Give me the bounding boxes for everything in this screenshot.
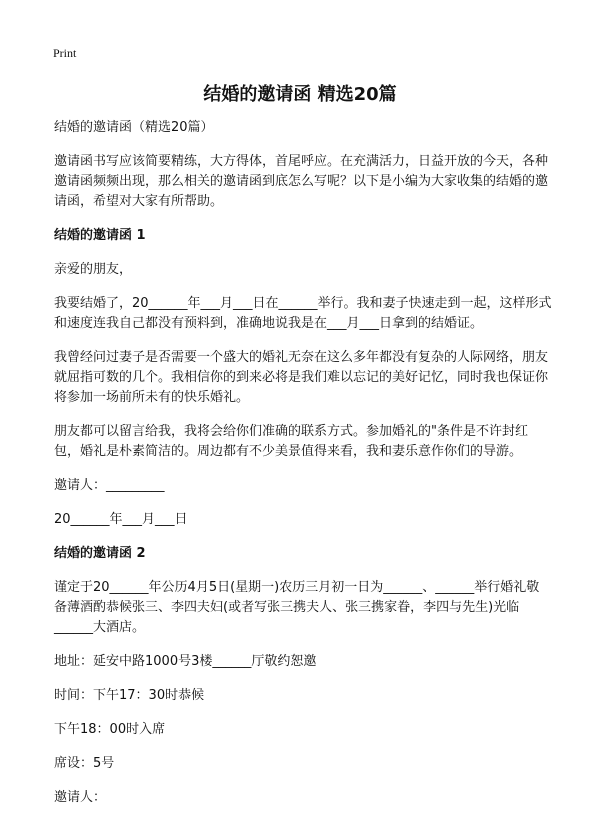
section-1-heading: 结婚的邀请函 1 [54,228,146,243]
intro-paragraph: 邀请函书写应该简要精练，大方得体，首尾呼应。在充满活力，日益开放的今天，各种邀请函频频出现，那么相关的邀请函到底怎么写呢？以下是小编为大家收集的结婚的邀请函，希望对大家有所帮助。 [54,154,549,209]
section-2-address: 地址：延安中路1000号3楼______厅敬约恕邀 [54,654,317,669]
document-subtitle: 结婚的邀请函（精选20篇） [54,120,214,135]
section-2-paragraph-1: 谨定于20______年公历4月5日(星期一)农历三月初一日为______、______举行婚礼敬备薄酒酌恭候张三、李四夫妇(或者写张三携夫人、张三携家眷，李四与先生)光临______大酒店。 [54,580,540,635]
section-1-paragraph-2: 我曾经问过妻子是否需要一个盛大的婚礼无奈在这么多年都没有复杂的人际网络，朋友就屈指可数的几个。我相信你的到来必将是我们难以忘记的美好记忆，同时我也保证你将参加一场前所未有的快乐婚礼。 [54,350,549,405]
print-label[interactable]: Print [53,46,77,60]
section-2-seating-time: 下午18：00时入席 [54,722,166,737]
section-1-date: 20______年___月___日 [54,512,188,527]
document-title: 结婚的邀请函 精选20篇 [203,84,397,105]
section-2-tables: 席设：5号 [54,756,115,771]
section-1-inviter: 邀请人：_________ [54,478,165,493]
document-body [54,118,552,822]
section-2-inviter: 邀请人： [54,790,107,805]
section-1-paragraph-1: 我要结婚了，20______年___月___日在______举行。我和妻子快速走到一起，这样形式和速度连我自己都没有预料到，准确地说我是在___月___日拿到的结婚证。 [54,296,552,331]
section-1-paragraph-3: 朋友都可以留言给我，我将会给你们准确的联系方式。参加婚礼的"条件是不许封红包，婚礼是朴素简洁的。周边都有不少美景值得来看，我和妻乐意作你们的导游。 [54,424,528,459]
section-2-heading: 结婚的邀请函 2 [54,546,146,561]
section-1-greeting: 亲爱的朋友， [54,262,133,277]
section-2-time: 时间：下午17：30时恭候 [54,688,205,703]
